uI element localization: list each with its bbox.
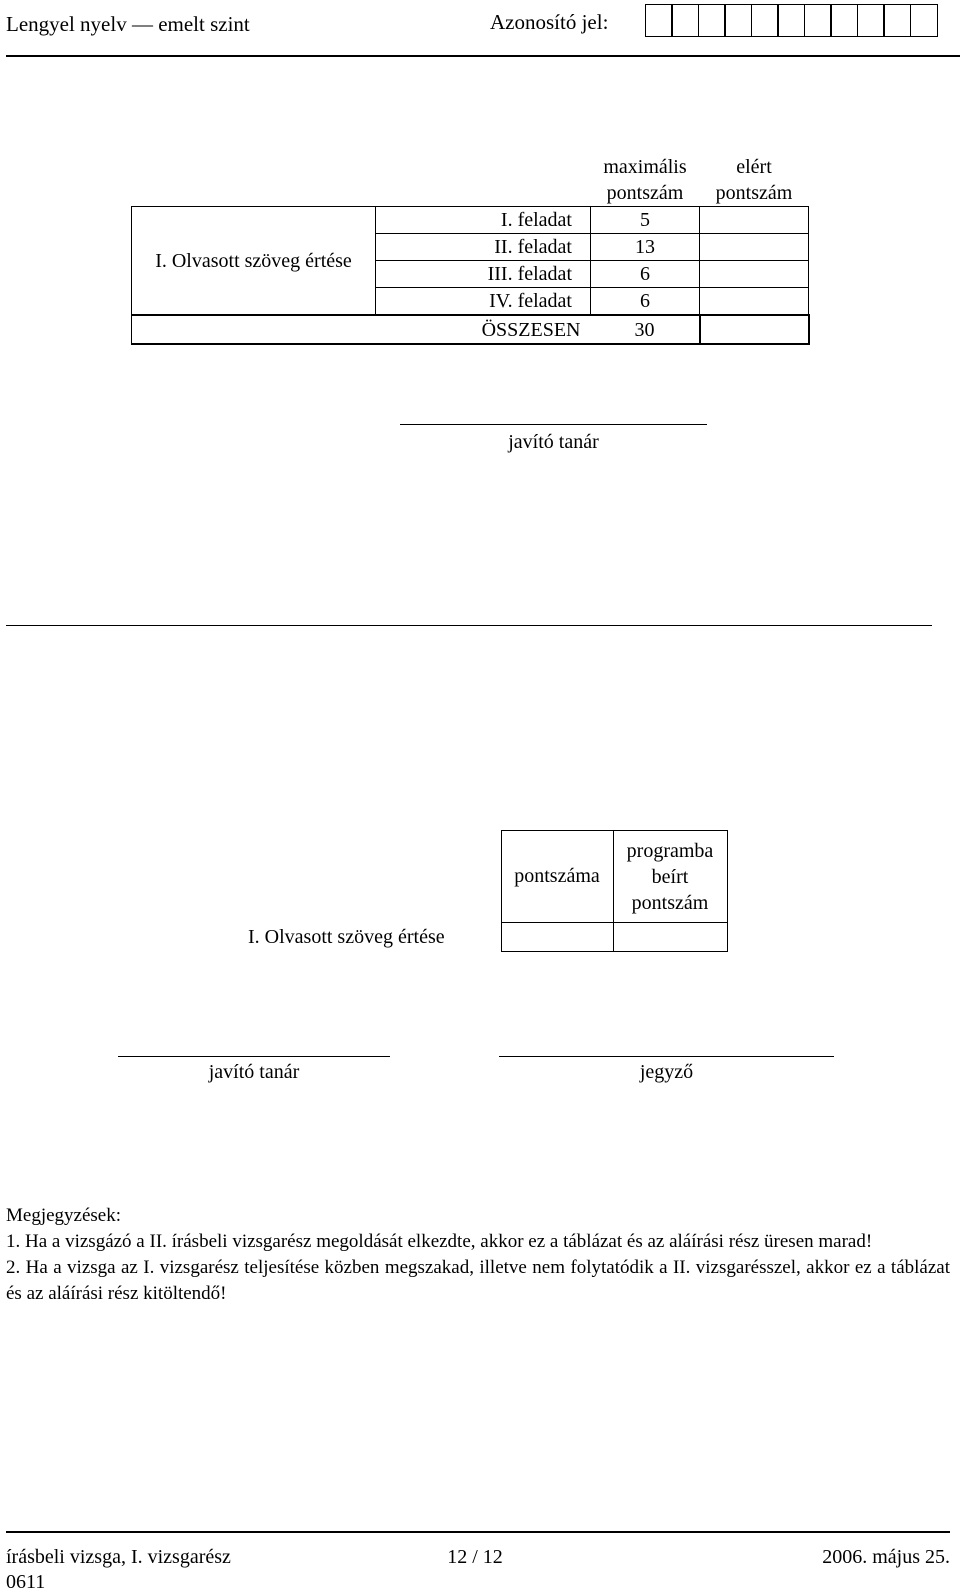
task-label: IV. feladat: [376, 288, 591, 316]
max-score: 5: [591, 207, 700, 234]
note-1: 1. Ha a vizsgázó a II. írásbeli vizsgarész megoldását elkezdte, akkor ez a táblázat és az aláírási rész üresen marad!: [6, 1231, 873, 1252]
id-box[interactable]: [804, 4, 832, 37]
section-label: I. Olvasott szöveg értése: [132, 207, 376, 316]
col-header-max: maximális pontszám: [603, 156, 687, 204]
max-score: 6: [591, 288, 700, 316]
footer-rule: [6, 1531, 950, 1533]
max-score: 13: [591, 234, 700, 261]
col-header-points: pontszáma: [501, 831, 613, 923]
id-box[interactable]: [698, 4, 726, 37]
score-table: [131, 154, 810, 345]
notes-title: Megjegyzések:: [6, 1205, 122, 1226]
total-achieved-cell[interactable]: [700, 315, 809, 344]
task-label: II. feladat: [376, 234, 591, 261]
id-box[interactable]: [645, 4, 673, 37]
col-header-entered: programba beírt pontszám: [613, 831, 727, 923]
max-score: 6: [591, 261, 700, 288]
footer-date: 2006. május 25.: [822, 1546, 950, 1568]
col-header-achieved: elért pontszám: [715, 156, 793, 204]
signature-label: jegyző: [639, 1061, 694, 1083]
signature-line[interactable]: [118, 1056, 390, 1057]
id-box[interactable]: [857, 4, 885, 37]
task-label: I. feladat: [376, 207, 591, 234]
id-box[interactable]: [830, 4, 858, 37]
signature-line[interactable]: [499, 1056, 834, 1057]
achieved-score-cell[interactable]: [700, 207, 809, 234]
note-2: 2. Ha a vizsga az I. vizsgarész teljesítése közben megszakad, illetve nem folytatódik a II. vizsgarésszel, akkor ez a táblázat és az aláírási rész kitöltendő!: [6, 1257, 950, 1304]
total-label: ÖSSZESEN: [376, 315, 591, 344]
achieved-score-cell[interactable]: [700, 288, 809, 316]
signature-label: javító tanár: [208, 1061, 300, 1083]
achieved-score-cell[interactable]: [700, 261, 809, 288]
points-cell[interactable]: [501, 923, 613, 952]
id-label: Azonosító jel:: [490, 10, 609, 34]
row-label: I. Olvasott szöveg értése: [248, 925, 445, 948]
header-subject: Lengyel nyelv — emelt szint: [6, 12, 250, 36]
signature-line[interactable]: [400, 424, 707, 425]
id-boxes[interactable]: [646, 4, 938, 37]
id-box[interactable]: [724, 4, 752, 37]
id-box[interactable]: [883, 4, 911, 37]
entry-table: [248, 830, 728, 952]
footer-code: 0611: [6, 1571, 46, 1593]
entered-points-cell[interactable]: [613, 923, 727, 952]
header-rule: [6, 55, 960, 57]
id-box[interactable]: [751, 4, 779, 37]
id-box[interactable]: [777, 4, 805, 37]
page-number: 12 / 12: [447, 1546, 503, 1568]
task-label: III. feladat: [376, 261, 591, 288]
id-box[interactable]: [671, 4, 699, 37]
separator-line: [6, 625, 932, 626]
signature-label: javító tanár: [508, 431, 599, 453]
footer-left: írásbeli vizsga, I. vizsgarész: [6, 1546, 231, 1568]
notes: [6, 1203, 950, 1307]
total-max-score: 30: [591, 315, 700, 344]
id-box[interactable]: [910, 4, 938, 37]
achieved-score-cell[interactable]: [700, 234, 809, 261]
